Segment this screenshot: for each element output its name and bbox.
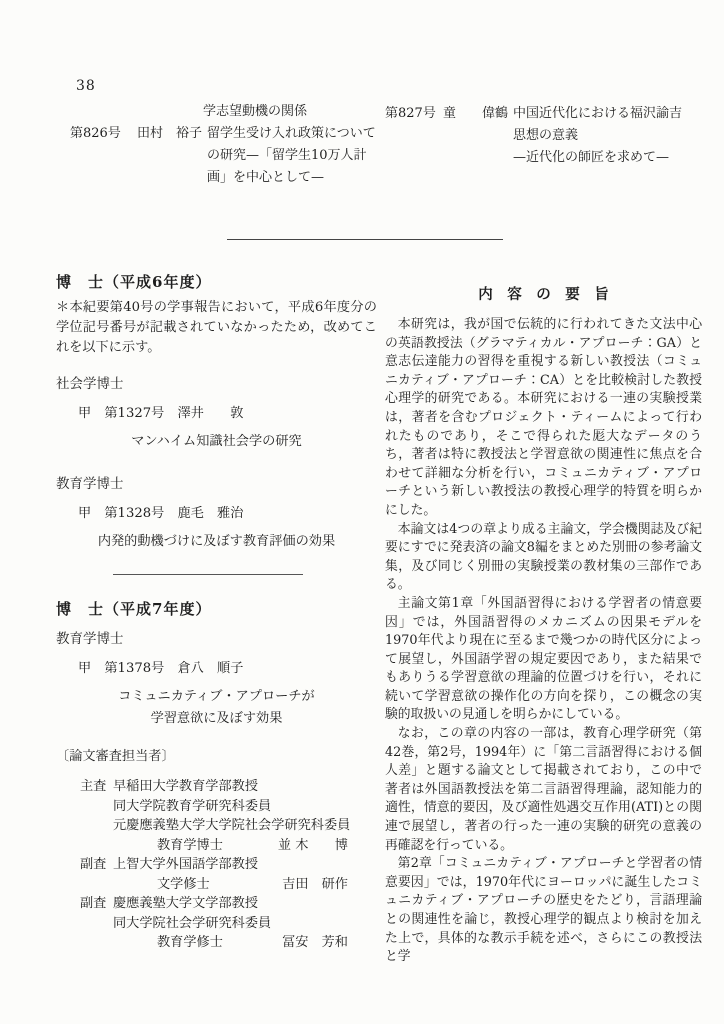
degree-label-education: 教育学博士 [56, 476, 124, 492]
summary-paragraph: 本研究は，我が国で伝統的に行われてきた文法中心の英語教授法（グラマティカル・アプローチ：GA）と意志伝達能力の習得を重視する新しい教授法（コミュニカティブ・アプローチ：CA）とを比較検討した教授心理学的研究である。本研究における一連の実験授業は，著者を含むプロジェクト・ティームによって行われたものであり，そこで得られた厖大なデータのうち，著者は特に教授法と学習意欲の関連性に焦点を合わせて詳細な分析を行い，コミュニカティブ・アプローチという新しい教授法の教授心理学的特質を明らかにした。 [385, 317, 702, 518]
committee-member-row [56, 816, 377, 836]
committee-degree-row [56, 875, 377, 895]
committee-affiliation: 同大学院社会学研究科委員 [113, 915, 272, 931]
entry-title-line: —近代化の師匠を求めて— [513, 150, 670, 165]
committee-affiliation: 慶應義塾大学文学部教授 [113, 896, 259, 911]
committee-member-degree: 教育学博士 [157, 837, 223, 853]
entry-name: 田村 裕子 [137, 126, 203, 141]
committee-degree-row [56, 933, 377, 953]
entry-title-line: の研究—「留学生10万人計 [207, 148, 367, 163]
heading-heisei7: 博 士（平成7年度） [56, 600, 212, 618]
summary-paragraph: 主論文第1章「外国語習得における学習者の情意要因」では，外国語習得のメカニズムの因果モデルを1970年代より現在に至るまで幾つかの時代区分によって展望し，外国語学習の規定要因であり，また結果でもありうる学習意欲の理論的位置づけを行い，それに続いて学習意欲の操作化の方向を探り，この概念の実験的取扱いの見通しを明らかにしている。 [385, 595, 702, 723]
committee-member-degree: 教育学修士 [157, 935, 223, 950]
entry-1328: 甲 第1328号 鹿毛 雅治 [78, 506, 244, 521]
thesis-title-1378-line1: コミュニカティブ・アプローチが [118, 689, 315, 704]
degree-entry-827 [385, 103, 703, 169]
thesis-title-1327: マンハイム知識社会学の研究 [131, 434, 302, 449]
erratum-note: ＊本紀要第40号の学事報告において，平成6年度分の学位記号番号が記載されていなかったため，改めてこれを以下に示す。 [56, 300, 377, 355]
section-divider [113, 574, 303, 575]
degree-label-sociology: 社会学博士 [56, 376, 124, 392]
committee-member-row [56, 777, 377, 797]
committee-member-name: 吉田 研作 [282, 876, 348, 892]
section-divider [227, 239, 503, 240]
committee-member-row [56, 797, 377, 817]
committee-member-name: 並 木 博 [277, 837, 348, 853]
committee-role: 副査 [80, 857, 107, 872]
committee-role: 主査 [80, 779, 107, 794]
entry-1327: 甲 第1327号 澤井 敦 [78, 406, 244, 421]
summary-body [385, 316, 702, 967]
committee-member-degree: 文学修士 [157, 876, 210, 892]
committee-member-row [56, 914, 377, 934]
degree-label-education: 教育学博士 [56, 631, 124, 647]
committee-member-name: 冨安 芳和 [282, 935, 348, 950]
committee-affiliation: 上智大学外国語学部教授 [113, 857, 259, 872]
entry-title [513, 103, 703, 169]
thesis-title-1378-line2: 学習意欲に及ぼす効果 [150, 711, 283, 726]
summary-paragraph: 本論文は4つの章より成る主論文，学会機関誌及び紀要にすでに発表済の論文8編をまとめた別冊の参考論文集，及び同じく別冊の実験授業の教材集の三部作である。 [385, 521, 702, 593]
heading-heisei6: 博 士（平成6年度） [56, 273, 212, 291]
summary-heading: 内 容 の 要 旨 [478, 286, 609, 303]
entry-title-line: 思想の意義 [513, 128, 579, 143]
committee-member-row [56, 855, 377, 875]
entry-number: 第826号 [70, 126, 121, 141]
committee-affiliation: 同大学院教育学研究科委員 [113, 798, 272, 814]
committee-heading: 〔論文審査担当者〕 [56, 749, 175, 764]
committee-member-row [56, 894, 377, 914]
title-continuation-line: 学志望動機の関係 [203, 104, 308, 119]
entry-number: 第827号 [385, 106, 436, 121]
summary-paragraph: なお，この章の内容の一部は，教育心理学研究（第42巻，第2号，1994年）に「第二言語習得における個人差」と題する論文として掲載されており，この中で著者は外国語教授法を第二言語習得理論，認知能力的適性，情意的要因，及び適性処遇交互作用(ATI)との関連で展望し，著者の行った一連の実験的研究の意義の再確認を行っている。 [385, 726, 702, 853]
committee-list [56, 777, 377, 953]
page-number: 38 [76, 78, 96, 94]
committee-role: 副査 [80, 896, 107, 911]
entry-name: 童 偉鶴 [443, 106, 509, 121]
committee-affiliation: 元慶應義塾大学大学院社会学研究科委員 [113, 818, 351, 833]
entry-title-line: 画」を中心として— [207, 170, 325, 185]
committee-degree-row [56, 836, 377, 856]
degree-entry-826 [70, 101, 378, 189]
committee-affiliation: 早稲田大学教育学部教授 [113, 779, 259, 794]
summary-column [385, 283, 702, 967]
entry-title-line: 留学生受け入れ政策について [207, 126, 376, 141]
summary-paragraph: 第2章「コミュニカティブ・アプローチと学習者の情意要因」では，1970年代にヨーロッパに誕生したコミュニカティブ・アプローチの歴史をたどり，言語理論との関連性を論じ，教授心理学的観点より検討を加えた上で，具体的な教示手続を述べ，さらにこの教授法と学 [385, 856, 702, 965]
doctorate-list-column [56, 272, 377, 953]
entry-1378: 甲 第1378号 倉八 順子 [78, 661, 244, 676]
entry-title [207, 123, 378, 189]
entry-title-line: 中国近代化における福沢諭吉 [513, 106, 683, 121]
thesis-title-1328: 内発的動機づけに及ぼす教育評価の効果 [97, 534, 336, 549]
